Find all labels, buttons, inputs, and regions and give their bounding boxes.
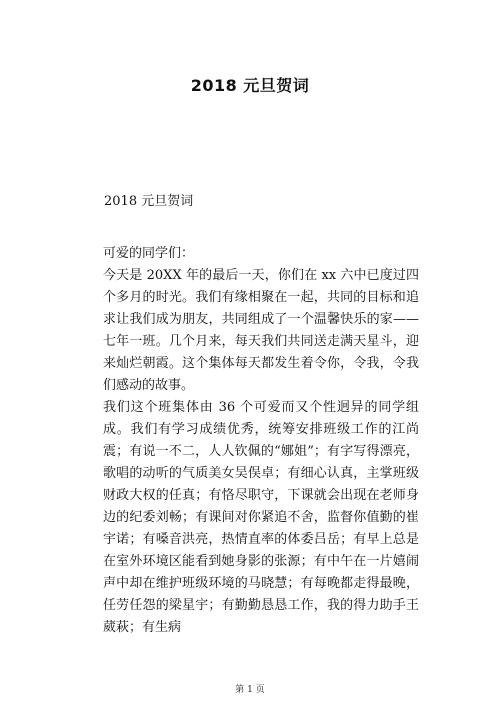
page-number: 第 1 页 bbox=[235, 685, 265, 695]
document-title: 2018 元旦贺词 bbox=[190, 76, 310, 95]
paragraph: 我们这个班集体由 36 个可爱而又个性迥异的同学组成。我们有学习成绩优秀，统筹安排班级工作的江尚震；有说一不二，人人钦佩的“娜姐”；有字写得漂亮，歌唱的动听的气质美女吴俣卓；有细心认真，主掌班级财政大权的任真；有恪尽职守，下课就会出现在老师身边的纪委刘畅；有课间对你紧追不舍，监督你值勤的崔宇诺；有嗓音洪亮，热情直率的体委吕岳；有早上总是在室外环境区能看到她身影的张源；有中午在一片嬉闹声中却在维护班级环境的马晓慧；有每晚都走得最晚，任劳任怨的梁星宇；有勤勤恳恳工作，我的得力助手王葳萩；有生病 bbox=[103, 400, 419, 635]
document-subtitle: 2018 元旦贺词 bbox=[104, 194, 194, 209]
paragraph-greeting: 可爱的同学们： bbox=[103, 246, 195, 261]
document-body bbox=[103, 243, 419, 639]
paragraph: 今天是 20XX 年的最后一天，你们在 xx 六中已度过四个多月的时光。我们有缘相聚在一起，共同的目标和追求让我们成为朋友，共同组成了一个温馨快乐的家——七年一班。几个月来，每天我们共同送走满天星斗，迎来灿烂朝霞。这个集体每天都发生着令你，令我，令我们感动的故事。 bbox=[103, 268, 419, 393]
